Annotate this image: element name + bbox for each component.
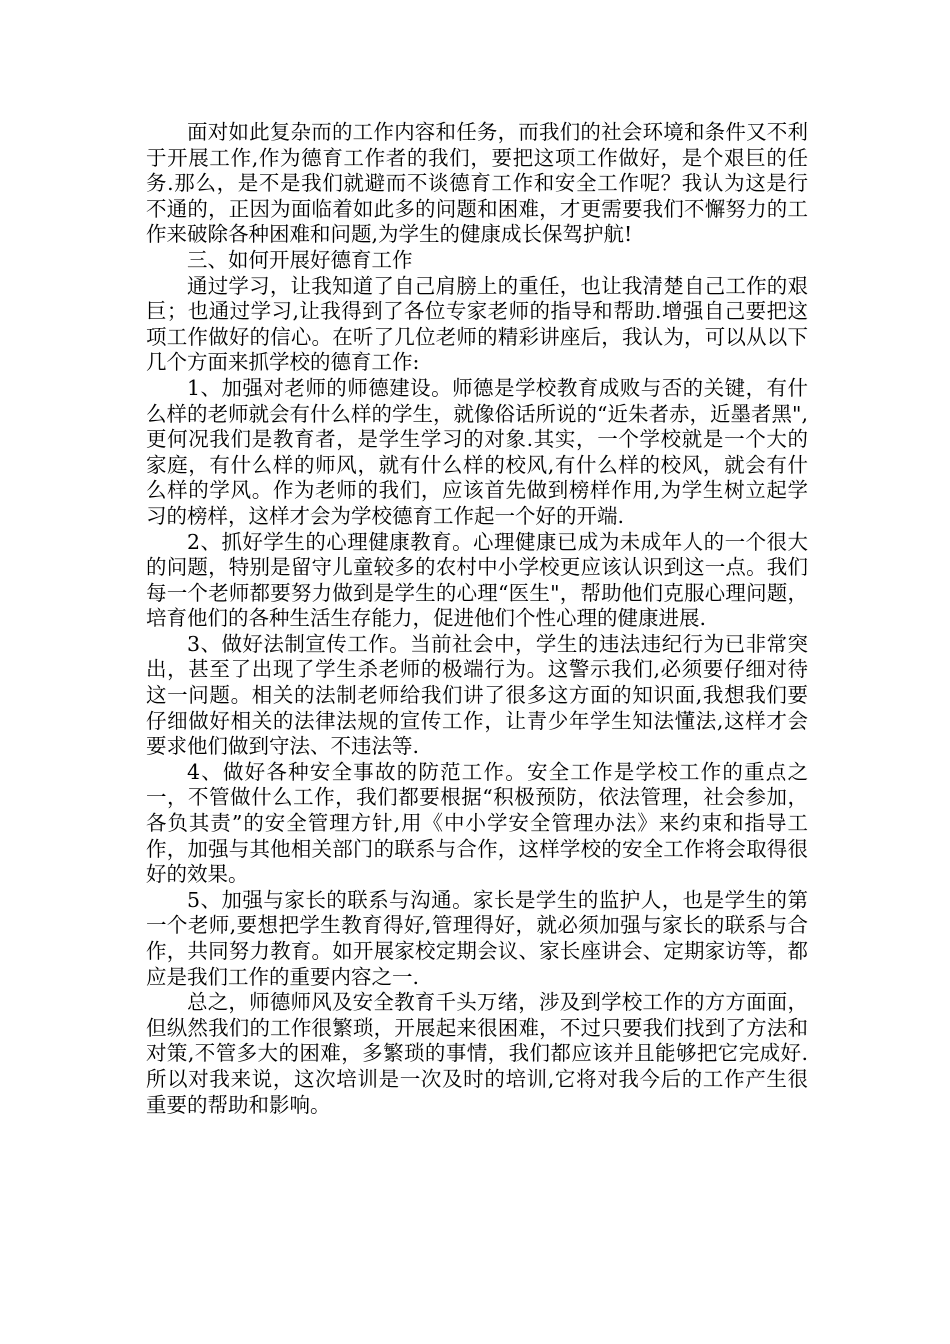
paragraph-point-1: 1、加强对老师的师德建设。师德是学校教育成败与否的关键，有什么样的老师就会有什么样的学生，就像俗话所说的“近朱者赤，近墨者黑",更何况我们是教育者，是学生学习的对象.其实，一个学校就是一个大的家庭，有什么样的师风，就有什么样的校风,有什么样的校风，就会有什么样的学风。作为老师的我们，应该首先做到榜样作用,为学生树立起学习的榜样，这样才会为学校德育工作起一个好的开端. xyxy=(146,375,808,528)
paragraph-conclusion: 总之，师德师风及安全教育千头万绪，涉及到学校工作的方方面面，但纵然我们的工作很繁琐，开展起来很困难，不过只要我们找到了方法和对策,不管多大的困难，多繁琐的事情，我们都应该并且能够把它完成好.所以对我来说，这次培训是一次及时的培训,它将对我今后的工作产生很重要的帮助和影响。 xyxy=(146,990,808,1117)
paragraph-difficult-tasks: 面对如此复杂而的工作内容和任务，而我们的社会环境和条件又不利于开展工作,作为德育工作者的我们，要把这项工作做好，是个艰巨的任务.那么，是不是我们就避而不谈德育工作和安全工作呢？我认为这是行不通的，正因为面临着如此多的问题和困难，才更需要我们不懈努力的工作来破除各种困难和问题,为学生的健康成长保驾护航! xyxy=(146,120,808,247)
paragraph-point-5: 5、加强与家长的联系与沟通。家长是学生的监护人，也是学生的第一个老师,要想把学生教育得好,管理得好，就必须加强与家长的联系与合作，共同努力教育。如开展家校定期会议、家长座讲会、定期家访等，都应是我们工作的重要内容之一. xyxy=(146,887,808,989)
document-page xyxy=(146,120,808,1118)
section-heading-3: 三、如何开展好德育工作 xyxy=(187,247,413,272)
paragraph-learning: 通过学习，让我知道了自己肩膀上的重任，也让我清楚自己工作的艰巨；也通过学习,让我得到了各位专家老师的指导和帮助.增强自己要把这项工作做好的信心。在听了几位老师的精彩讲座后，我认为，可以从以下几个方面来抓学校的德育工作: xyxy=(146,273,808,375)
paragraph-point-4: 4、做好各种安全事故的防范工作。安全工作是学校工作的重点之一，不管做什么工作，我们都要根据“积极预防，依法管理，社会参加，各负其责”的安全管理方针,用《中小学安全管理办法》来约束和指导工作，加强与其他相关部门的联系与合作，这样学校的安全工作将会取得很好的效果。 xyxy=(146,759,808,887)
paragraph-point-3: 3、做好法制宣传工作。当前社会中，学生的违法违纪行为已非常突出，甚至了出现了学生杀老师的极端行为。这警示我们,必须要仔细对待这一问题。相关的法制老师给我们讲了很多这方面的知识面,我想我们要仔细做好相关的法律法规的宣传工作，让青少年学生知法懂法,这样才会要求他们做到守法、不违法等. xyxy=(146,631,808,759)
paragraph-point-2: 2、抓好学生的心理健康教育。心理健康已成为未成年人的一个很大的问题，特别是留守儿童较多的农村中小学校更应该认识到这一点。我们每一个老师都要努力做到是学生的心理“医生"，帮助他们克服心理问题，培育他们的各种生活生存能力，促进他们个性心理的健康进展. xyxy=(146,529,808,631)
